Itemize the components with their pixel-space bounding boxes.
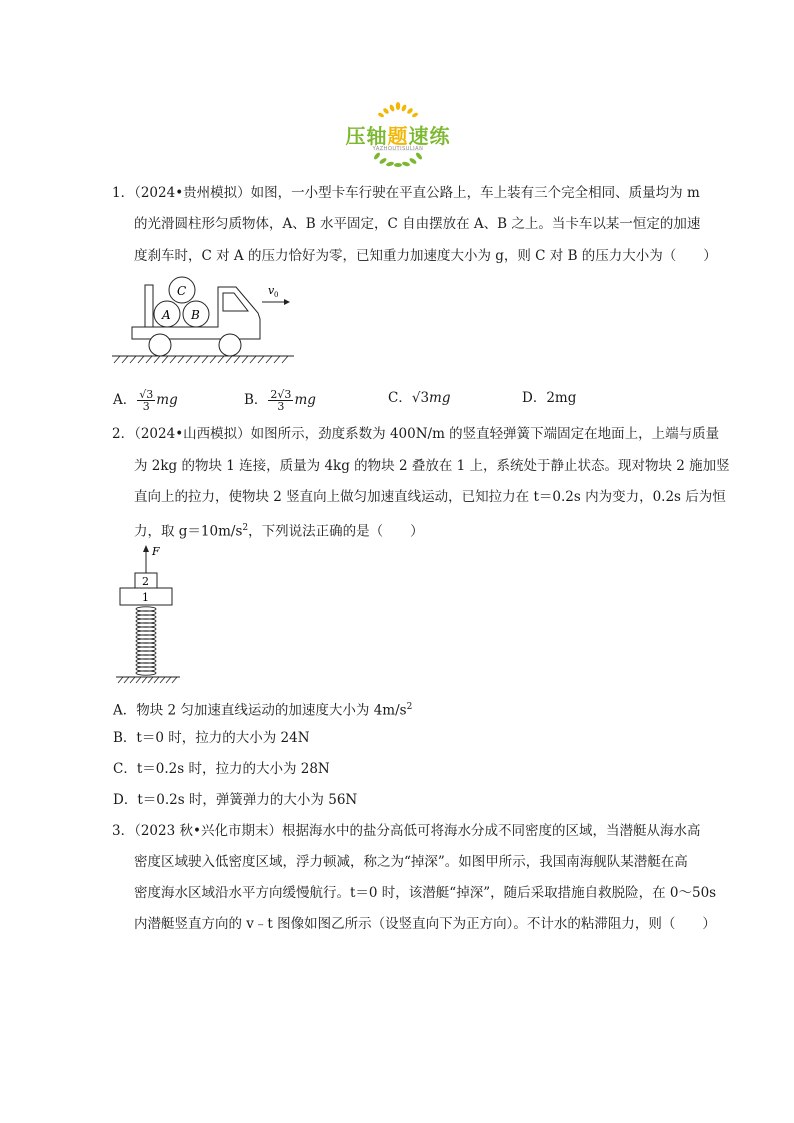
logo-title-part-1: 压轴 — [345, 124, 388, 148]
q1-option-b-fraction — [268, 389, 293, 412]
q2-line-4-sup: 2 — [242, 523, 249, 533]
q1-option-d[interactable]: D．2mg — [522, 390, 577, 406]
truck-back-pillar — [145, 285, 153, 327]
velocity-subscript: 0 — [274, 291, 279, 299]
logo-title-part-2: 题 — [387, 124, 409, 148]
q1-line-1: 1．（2024•贵州模拟）如图，一小型卡车行驶在平直公路上，车上装有三个完全相同、质量均为 m — [112, 185, 700, 201]
q1-option-a[interactable] — [113, 389, 178, 412]
q1-option-b[interactable] — [244, 389, 316, 412]
q1-line-2: 的光滑圆柱形匀质物体，A、B 水平固定，C 自由摆放在 A、B 之上。当卡车以某一恒定的加速 — [134, 216, 701, 232]
force-label: F — [152, 545, 160, 558]
q3-line-4: 内潜艇竖直方向的 v﹣t 图像如图乙所示（设竖直向下为正方向）。不计水的粘滞阻力，则（ ） — [134, 916, 716, 932]
q1-option-b-tail: mg — [294, 392, 316, 408]
q1-option-a-den: 3 — [142, 400, 150, 413]
q1-option-b-num: 2√3 — [270, 388, 292, 401]
spring-ground-hatch — [118, 677, 177, 683]
label-a: A — [162, 308, 171, 322]
q2-option-b[interactable]: B．t＝0 时，拉力的大小为 24N — [113, 730, 310, 746]
q2-option-a-sup: 2 — [406, 702, 413, 712]
q2-option-a-text: A．物块 2 匀加速直线运动的加速度大小为 4m/s — [113, 702, 407, 719]
label-b: B — [191, 308, 200, 322]
ground-hatch — [114, 356, 288, 363]
q2-line-2: 为 2kg 的物块 1 连接，质量为 4kg 的物块 2 叠放在 1 上，系统处于静止状态。现对物块 2 施加竖 — [134, 458, 730, 474]
q3-line-1: 3．（2023 秋•兴化市期末）根据海水中的盐分高低可将海水分成不同密度的区域，当潜艇从海水高 — [112, 823, 701, 839]
q1-option-a-letter: A． — [113, 392, 137, 408]
q1-option-b-den: 3 — [277, 400, 285, 413]
q1-option-a-fraction — [137, 389, 155, 412]
q2-option-a[interactable] — [113, 698, 412, 720]
q2-line-4-pre: 力，取 g＝10m/s — [134, 523, 243, 540]
wheel-rear — [149, 334, 171, 356]
block-2-label: 2 — [142, 575, 149, 588]
q3-line-3: 密度海水区域沿水平方向缓慢航行。t＝0 时，该潜艇“掉深”，随后采取措施自救脱险，在 0～50s — [134, 885, 717, 901]
truck-figure — [110, 275, 300, 367]
q2-option-c[interactable]: C．t＝0.2s 时，拉力的大小为 28N — [113, 761, 330, 777]
logo-title-part-3: 速练 — [408, 124, 451, 148]
q2-line-1: 2．（2024•山西模拟）如图所示，劲度系数为 400N/m 的竖直轻弹簧下端固定在地面上，上端与质量 — [112, 426, 720, 442]
q1-option-a-num: √3 — [139, 388, 154, 401]
q1-option-a-tail: mg — [156, 392, 178, 408]
q1-option-c[interactable] — [388, 389, 451, 407]
spring-figure — [112, 543, 192, 685]
q1-option-c-text: √3 — [411, 390, 430, 406]
q3-line-2: 密度区域驶入低密度区域，浮力顿减，称之为“掉深”。如图甲所示，我国南海舰队某潜艇在高 — [134, 854, 688, 870]
q2-line-4-post: ，下列说法正确的是（ ） — [248, 523, 424, 540]
block-1-label: 1 — [142, 591, 149, 604]
q1-option-b-letter: B． — [244, 392, 268, 408]
q1-option-c-tail: mg — [429, 390, 451, 406]
q2-option-d[interactable]: D．t＝0.2s 时，弹簧弹力的大小为 56N — [113, 792, 358, 808]
wheel-front — [219, 334, 241, 356]
q1-option-c-letter: C． — [388, 390, 412, 406]
velocity-label: v — [268, 284, 275, 297]
logo-title — [338, 120, 458, 149]
q2-line-4 — [134, 519, 424, 541]
q1-line-3: 度刹车时，C 对 A 的压力恰好为零，已知重力加速度大小为 g，则 C 对 B 的压力大小为（ ） — [134, 248, 717, 264]
label-c: C — [177, 284, 187, 298]
spring-coils — [136, 607, 156, 675]
logo-subtitle: YAZHOUTISULIAN — [372, 146, 424, 152]
q2-line-3: 直向上的拉力，使物块 2 竖直向上做匀加速直线运动，已知拉力在 t＝0.2s 内为变力，0.2s 后为恒 — [134, 489, 726, 505]
